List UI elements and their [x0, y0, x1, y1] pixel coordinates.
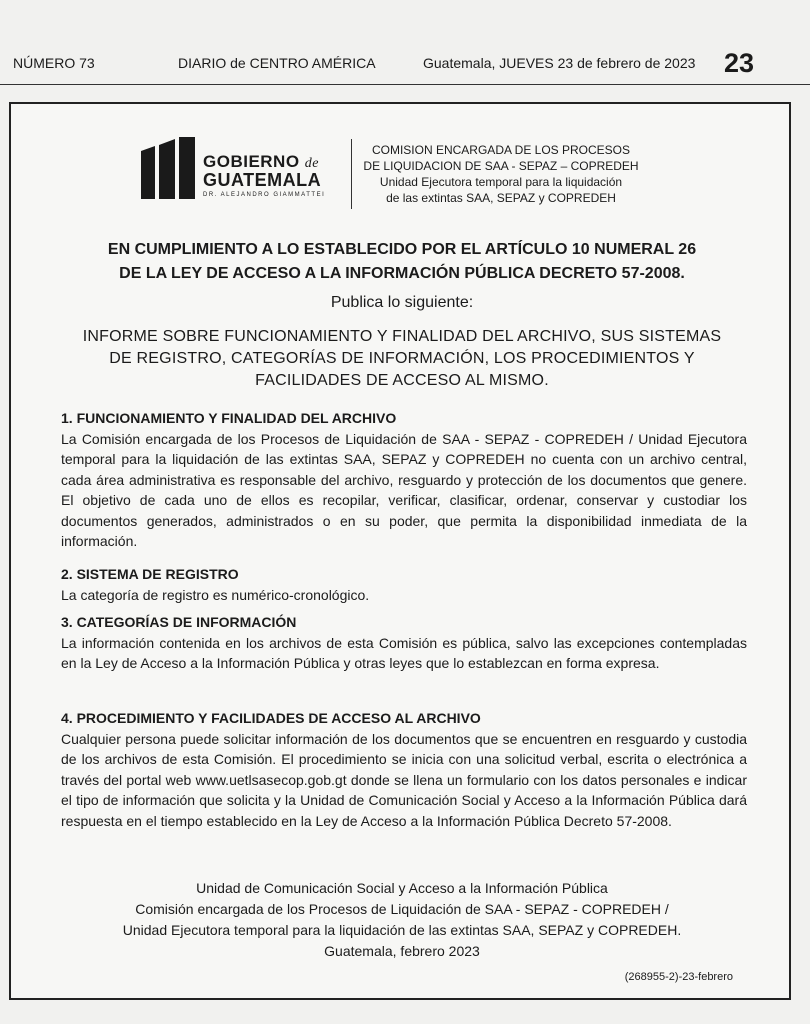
- logo-line-guatemala: GUATEMALA: [203, 170, 322, 190]
- section-body: La información contenida en los archivos de esta Comisión es pública, salvo las excepciones contempladas en la Ley de Acceso a la Información Pública y otras leyes que lo establezcan en forma expresa.: [61, 634, 747, 671]
- logo-subtitle: DR. ALEJANDRO GIAMMATTEI: [203, 192, 326, 198]
- government-logo: [141, 137, 361, 197]
- section-title: 3. CATEGORÍAS DE INFORMACIÓN: [61, 614, 297, 630]
- publica-line: Publica lo siguiente:: [330, 294, 474, 311]
- newspaper-name: DIARIO de CENTRO AMÉRICA: [178, 55, 376, 71]
- issue-date: Guatemala, JUEVES 23 de febrero de 2023: [423, 55, 696, 71]
- section-title: 4. PROCEDIMIENTO Y FACILIDADES DE ACCESO AL ARCHIVO: [61, 710, 481, 726]
- logo-divider: [351, 139, 352, 209]
- commission-name: COMISION ENCARGADA DE LOS PROCESOS DE LIQUIDACION DE SAA - SEPAZ – COPREDEH Unidad Ejecutora temporal para la liquidación de las extintas SAA, SEPAZ y COPREDEH: [363, 143, 639, 205]
- report-title: INFORME SOBRE FUNCIONAMIENTO Y FINALIDAD DEL ARCHIVO, SUS SISTEMAS DE REGISTRO, CATEGORÍAS DE INFORMACIÓN, LOS PROCEDIMIENTOS Y FACILIDADES DE ACCESO AL MISMO.: [82, 328, 722, 389]
- notice-heading: EN CUMPLIMIENTO A LO ESTABLECIDO POR EL ARTÍCULO 10 NUMERAL 26 DE LA LEY DE ACCESO A LA INFORMACIÓN PÚBLICA DECRETO 57-2008.: [107, 241, 697, 282]
- government-emblem-icon: [141, 137, 196, 199]
- section-body: La Comisión encargada de los Procesos de Liquidación de SAA - SEPAZ - COPREDEH / Unidad Ejecutora temporal para la liquidación de las extintas SAA, SEPAZ y COPREDEH no cuenta con un archivo central, cada área administrativa es responsable del archivo, resguardo y protección de los documentos que genere. El objetivo de cada uno de ellos es recopilar, verificar, clasificar, ordenar, conservar y custodiar los documentos generados, administrados o en su poder, que permita la disponibilidad inmediata de la información.: [61, 430, 747, 549]
- issue-number: NÚMERO 73: [13, 55, 95, 71]
- section-title: 1. FUNCIONAMIENTO Y FINALIDAD DEL ARCHIVO: [61, 410, 397, 426]
- page-number: 23: [724, 48, 755, 78]
- section-title: 2. SISTEMA DE REGISTRO: [61, 566, 239, 582]
- notice-signature: Unidad de Comunicación Social y Acceso a la Información Pública Comisión encargada de los Procesos de Liquidación de SAA - SEPAZ - COPREDEH / Unidad Ejecutora temporal para la liquidación de las extintas SAA, SEPAZ y COPREDEH. Guatemala, febrero 2023: [122, 880, 682, 959]
- section-sistema-registro: [61, 564, 747, 605]
- public-notice: [9, 102, 791, 1000]
- section-categorias: [61, 612, 747, 674]
- publication-code: (268955-2)-23-febrero: [624, 971, 733, 983]
- section-procedimiento: [61, 708, 747, 831]
- logo-line-gobierno: GOBIERNO de: [203, 152, 320, 171]
- section-funcionamiento: [61, 408, 747, 552]
- section-body: Cualquier persona puede solicitar información de los documentos que se encuentren en resguardo y custodia de los archivos de esta Comisión. El procedimiento se inicia con una solicitud verbal, escrita o electrónica a través del portal web www.uetlsasecop.gob.gt donde se llena un formulario con los datos personales e indicar el tipo de información que solicita y la Unidad de Comunicación Social y Acceso a la Información Pública dará respuesta en el tiempo establecido en la Ley de Acceso a la Información Pública Decreto 57-2008.: [61, 730, 747, 829]
- section-body: La categoría de registro es numérico-cronológico.: [61, 586, 370, 603]
- newspaper-header: [0, 48, 810, 85]
